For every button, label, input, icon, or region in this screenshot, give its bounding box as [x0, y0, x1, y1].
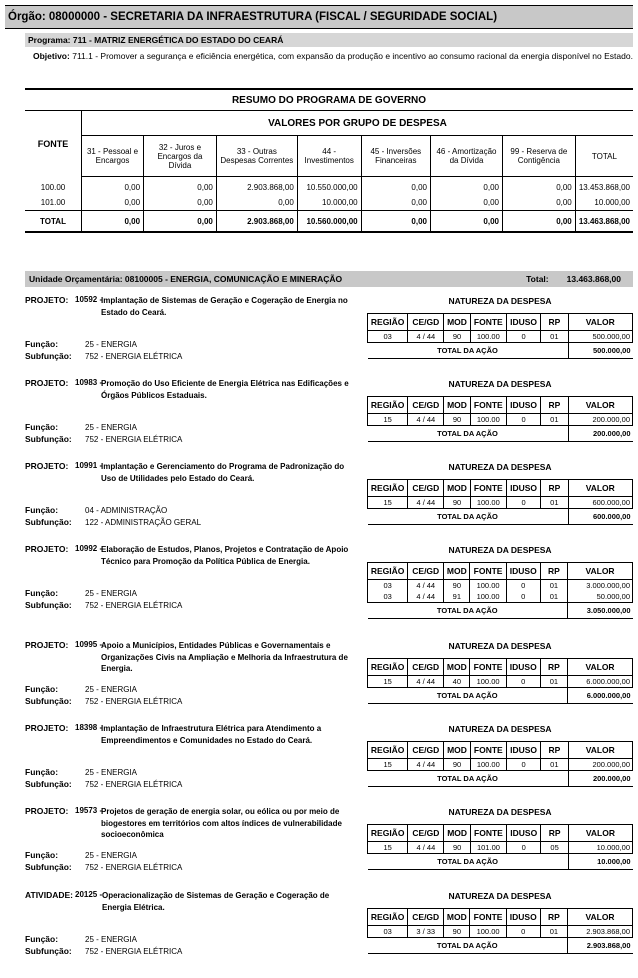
natureza-col-header: FONTE — [470, 825, 506, 842]
natureza-cell: 4 / 44 — [408, 759, 444, 771]
natureza-cell: 4 / 44 — [408, 842, 444, 854]
natureza-col-header: MOD — [444, 397, 470, 414]
project-kind: PROJETO: — [25, 544, 69, 554]
natureza-title: NATUREZA DA DESPESA — [448, 724, 552, 734]
natureza-col-header: FONTE — [470, 480, 506, 497]
natureza-col-header: CE/GD — [408, 909, 444, 926]
project-code: 10983 - — [75, 378, 103, 387]
resumo-cell: 0,00 — [361, 195, 430, 211]
natureza-col-header: CE/GD — [408, 563, 444, 580]
natureza-cell: 500.000,00 — [568, 331, 632, 343]
natureza-col-header: CE/GD — [408, 397, 444, 414]
natureza-cell: 100.00 — [470, 497, 506, 509]
resumo-row — [25, 177, 633, 196]
natureza-cell: 200.000,00 — [568, 414, 632, 426]
natureza-cell: 01 — [540, 591, 567, 603]
natureza-col-header: MOD — [444, 742, 470, 759]
total-acao-value: 200.000,00 — [568, 426, 632, 442]
resumo-total-cell: 0,00 — [144, 211, 217, 233]
funcao-label: Função: — [25, 684, 59, 694]
subfuncao-value: 752 - ENERGIA ELÉTRICA — [85, 780, 183, 789]
resumo-total-cell: 0,00 — [82, 211, 144, 233]
natureza-cell: 4 / 44 — [408, 497, 444, 509]
col-header: TOTAL — [575, 136, 633, 177]
natureza-col-header: VALOR — [568, 480, 632, 497]
natureza-title: NATUREZA DA DESPESA — [448, 379, 552, 389]
unidade-label: Unidade Orçamentária: 08100005 - ENERGIA, COMUNICAÇÃO E MINERAÇÃO — [29, 274, 343, 284]
natureza-cell: 15 — [368, 497, 408, 509]
natureza-cell: 90 — [444, 759, 470, 771]
natureza-cell: 15 — [368, 759, 408, 771]
project-description: Projetos de geração de energia solar, ou eólica ou por meio de biogestores em territórios com altos índices de vulnerabilidade socioeconômica — [101, 807, 342, 839]
natureza-col-header: IDUSO — [506, 397, 540, 414]
project-code: 10995 - — [75, 640, 103, 649]
total-acao-label: TOTAL DA AÇÃO — [368, 938, 568, 954]
natureza-cell: 2.903.868,00 — [568, 926, 633, 938]
natureza-cell: 03 — [368, 926, 408, 938]
total-acao-value: 6.000.000,00 — [568, 688, 633, 704]
natureza-col-header: FONTE — [470, 397, 506, 414]
natureza-cell: 01 — [540, 926, 567, 938]
natureza-cell: 100.00 — [470, 676, 506, 688]
resumo-total-cell: 13.463.868,00 — [575, 211, 633, 233]
natureza-cell: 4 / 44 — [408, 414, 444, 426]
natureza-table — [367, 824, 633, 870]
natureza-title: NATUREZA DA DESPESA — [448, 296, 552, 306]
natureza-cell: 01 — [540, 676, 567, 688]
natureza-cell: 6.000.000,00 — [568, 676, 633, 688]
natureza-col-header: FONTE — [470, 659, 506, 676]
funcao-label: Função: — [25, 588, 59, 598]
natureza-cell: 4 / 44 — [408, 591, 444, 603]
natureza-col-header: IDUSO — [506, 563, 540, 580]
project-code: 18398 - — [75, 723, 103, 732]
unidade-total-value: 13.463.868,00 — [566, 274, 621, 284]
natureza-col-header: VALOR — [568, 563, 633, 580]
resumo-cell: 0,00 — [502, 195, 575, 211]
natureza-col-header: REGIÃO — [368, 909, 408, 926]
natureza-cell: 15 — [368, 842, 408, 854]
resumo-cell: 10.000,00 — [297, 195, 361, 211]
natureza-cell: 100.00 — [470, 414, 506, 426]
total-acao-value: 2.903.868,00 — [568, 938, 633, 954]
natureza-col-header: REGIÃO — [368, 563, 408, 580]
natureza-col-header: MOD — [444, 909, 470, 926]
natureza-cell: 600.000,00 — [568, 497, 632, 509]
resumo-total-row — [25, 211, 633, 233]
natureza-cell: 0 — [506, 580, 540, 592]
project-description: Promoção do Uso Eficiente de Energia Elétrica nas Edificações e Órgãos Públicos Estaduais. — [101, 379, 349, 400]
resumo-title: RESUMO DO PROGRAMA DE GOVERNO — [25, 89, 633, 111]
natureza-title: NATUREZA DA DESPESA — [448, 545, 552, 555]
natureza-col-header: FONTE — [470, 909, 506, 926]
subfuncao-value: 752 - ENERGIA ELÉTRICA — [85, 352, 183, 361]
natureza-table — [367, 313, 633, 359]
natureza-row — [368, 497, 633, 509]
resumo-cell: 0,00 — [82, 177, 144, 196]
natureza-col-header: RP — [540, 909, 567, 926]
natureza-col-header: MOD — [444, 563, 470, 580]
natureza-cell: 0 — [506, 676, 540, 688]
natureza-cell: 0 — [506, 414, 540, 426]
total-acao-row — [368, 426, 633, 442]
project-kind: PROJETO: — [25, 295, 69, 305]
natureza-cell: 50.000,00 — [568, 591, 633, 603]
natureza-cell: 100.00 — [470, 331, 506, 343]
natureza-cell: 01 — [541, 414, 568, 426]
total-acao-label: TOTAL DA AÇÃO — [368, 509, 569, 525]
col-header: 46 - Amortização da Dívida — [431, 136, 503, 177]
resumo-cell: 13.453.868,00 — [578, 183, 630, 192]
objetivo — [33, 51, 633, 61]
unidade-header — [25, 271, 633, 287]
orgao-header: Órgão: 08000000 - SECRETARIA DA INFRAESTRUTURA (FISCAL / SEGURIDADE SOCIAL) — [5, 5, 633, 29]
natureza-cell: 200.000,00 — [568, 759, 632, 771]
natureza-cell: 4 / 44 — [408, 676, 444, 688]
resumo-cell: 10.550.000,00 — [297, 177, 361, 196]
natureza-cell: 40 — [444, 676, 470, 688]
funcao-label: Função: — [25, 505, 59, 515]
natureza-row — [368, 580, 633, 592]
col-header: 45 - Inversões Financeiras — [361, 136, 430, 177]
col-header: 99 - Reserva de Contigência — [502, 136, 575, 177]
natureza-col-header: RP — [541, 397, 568, 414]
natureza-cell: 10.000,00 — [568, 842, 632, 854]
resumo-row — [25, 195, 633, 211]
natureza-cell: 15 — [368, 676, 408, 688]
resumo-cell: 0,00 — [144, 177, 217, 196]
natureza-cell: 0 — [506, 759, 540, 771]
natureza-cell: 90 — [444, 580, 470, 592]
unidade-total-label: Total: — [526, 274, 549, 284]
total-acao-row — [368, 771, 633, 787]
natureza-col-header: VALOR — [568, 314, 632, 331]
natureza-title: NATUREZA DA DESPESA — [448, 462, 552, 472]
project-code: 20125 - — [75, 890, 103, 899]
natureza-cell: 101.00 — [470, 842, 506, 854]
natureza-cell: 01 — [540, 580, 567, 592]
resumo-table — [25, 88, 633, 233]
natureza-table — [367, 562, 633, 619]
resumo-cell: 10.000,00 — [594, 198, 630, 207]
resumo-total-cell: 2.903.868,00 — [216, 211, 297, 233]
subfuncao-value: 752 - ENERGIA ELÉTRICA — [85, 947, 183, 956]
natureza-col-header: RP — [541, 825, 568, 842]
funcao-value: 25 - ENERGIA — [85, 340, 138, 349]
natureza-col-header: MOD — [444, 659, 470, 676]
objetivo-text: 711.1 - Promover a segurança e eficiência energética, com expansão da produção e incentivo ao consumo racional da energia disponível no Estado. — [72, 51, 633, 61]
resumo-cell: 0,00 — [216, 195, 297, 211]
total-acao-label: TOTAL DA AÇÃO — [368, 343, 569, 359]
natureza-col-header: FONTE — [470, 742, 506, 759]
natureza-cell: 100.00 — [470, 759, 506, 771]
natureza-cell: 15 — [368, 414, 408, 426]
project-kind: PROJETO: — [25, 723, 69, 733]
natureza-row — [368, 331, 633, 343]
natureza-col-header: VALOR — [568, 659, 633, 676]
natureza-col-header: MOD — [444, 480, 470, 497]
natureza-col-header: RP — [541, 314, 568, 331]
col-header: 44 - Investimentos — [297, 136, 361, 177]
resumo-cell: 0,00 — [82, 195, 144, 211]
resumo-cell: 100.00 — [25, 177, 82, 196]
total-acao-row — [368, 688, 633, 704]
total-acao-row — [368, 854, 633, 870]
total-acao-value: 600.000,00 — [568, 509, 632, 525]
natureza-col-header: MOD — [444, 314, 470, 331]
natureza-table — [367, 479, 633, 525]
funcao-label: Função: — [25, 339, 59, 349]
total-acao-value: 3.050.000,00 — [568, 603, 633, 619]
subfuncao-label: Subfunção: — [25, 946, 72, 956]
resumo-cell: 2.903.868,00 — [216, 177, 297, 196]
total-acao-label: TOTAL DA AÇÃO — [368, 771, 569, 787]
total-acao-label: TOTAL DA AÇÃO — [368, 603, 568, 619]
natureza-col-header: VALOR — [568, 397, 632, 414]
natureza-cell: 100.00 — [470, 591, 506, 603]
natureza-cell: 0 — [506, 331, 540, 343]
natureza-cell: 01 — [541, 497, 568, 509]
subfuncao-label: Subfunção: — [25, 779, 72, 789]
subfuncao-label: Subfunção: — [25, 600, 72, 610]
resumo-cell: 0,00 — [502, 177, 575, 196]
natureza-cell: 01 — [541, 759, 568, 771]
natureza-col-header: IDUSO — [506, 659, 540, 676]
programa-header: Programa: 711 - MATRIZ ENERGÉTICA DO ESTADO DO CEARÁ — [25, 33, 633, 47]
natureza-cell: 01 — [541, 331, 568, 343]
col-header: 33 - Outras Despesas Correntes — [216, 136, 297, 177]
col-header: 31 - Pessoal e Encargos — [82, 136, 144, 177]
subfuncao-value: 752 - ENERGIA ELÉTRICA — [85, 863, 183, 872]
natureza-col-header: RP — [541, 480, 568, 497]
natureza-cell: 03 — [368, 580, 408, 592]
funcao-label: Função: — [25, 422, 59, 432]
project-code: 19573 - — [75, 806, 103, 815]
project-kind: PROJETO: — [25, 640, 69, 650]
subfuncao-label: Subfunção: — [25, 696, 72, 706]
fonte-header: FONTE — [25, 111, 82, 177]
natureza-row — [368, 759, 633, 771]
natureza-title: NATUREZA DA DESPESA — [448, 641, 552, 651]
natureza-cell: 0 — [506, 926, 540, 938]
natureza-cell: 90 — [444, 842, 470, 854]
natureza-title: NATUREZA DA DESPESA — [448, 891, 552, 901]
resumo-total-cell: 0,00 — [502, 211, 575, 233]
natureza-table — [367, 741, 633, 787]
natureza-cell: 4 / 44 — [408, 331, 444, 343]
natureza-col-header: IDUSO — [506, 314, 540, 331]
project-description: Implantação e Gerenciamento do Programa de Padronização do Uso de Utilidades pelo Estado do Ceará. — [101, 462, 345, 483]
natureza-col-header: IDUSO — [506, 480, 540, 497]
total-acao-row — [368, 603, 633, 619]
project-kind: PROJETO: — [25, 378, 69, 388]
project-description: Operacionalização de Sistemas de Geração e Cogeração de Energia Elétrica. — [102, 891, 330, 912]
subfuncao-label: Subfunção: — [25, 517, 72, 527]
resumo-total-cell: 0,00 — [361, 211, 430, 233]
resumo-total-cell: 0,00 — [431, 211, 503, 233]
resumo-cell: 0,00 — [361, 177, 430, 196]
funcao-value: 25 - ENERGIA — [85, 589, 138, 598]
resumo-cell: 0,00 — [431, 195, 503, 211]
resumo-total-cell: TOTAL — [25, 211, 82, 233]
project-description: Implantação de Sistemas de Geração e Cogeração de Energia no Estado do Ceará. — [101, 296, 348, 317]
project-kind: PROJETO: — [25, 461, 69, 471]
natureza-col-header: REGIÃO — [368, 742, 408, 759]
natureza-cell: 91 — [444, 591, 470, 603]
natureza-table — [367, 658, 633, 704]
total-acao-label: TOTAL DA AÇÃO — [368, 426, 569, 442]
natureza-col-header: CE/GD — [408, 480, 444, 497]
total-acao-label: TOTAL DA AÇÃO — [368, 688, 568, 704]
resumo-cell: 101.00 — [25, 195, 82, 211]
funcao-value: 25 - ENERGIA — [85, 935, 138, 944]
natureza-col-header: RP — [540, 659, 567, 676]
funcao-label: Função: — [25, 934, 59, 944]
resumo-subtitle: VALORES POR GRUPO DE DESPESA — [82, 111, 634, 136]
natureza-cell: 90 — [444, 414, 470, 426]
natureza-table — [367, 908, 633, 954]
resumo-total-cell: 10.560.000,00 — [297, 211, 361, 233]
subfuncao-value: 122 - ADMINISTRAÇÃO GERAL — [85, 518, 202, 527]
total-acao-row — [368, 938, 633, 954]
project-code: 10592 - — [75, 295, 103, 304]
natureza-col-header: REGIÃO — [368, 659, 408, 676]
natureza-col-header: RP — [541, 742, 568, 759]
natureza-col-header: CE/GD — [408, 825, 444, 842]
project-kind: PROJETO: — [25, 806, 69, 816]
natureza-cell: 3.000.000,00 — [568, 580, 633, 592]
natureza-col-header: VALOR — [568, 742, 632, 759]
natureza-cell: 03 — [368, 331, 408, 343]
funcao-value: 04 - ADMINISTRAÇÃO — [85, 506, 168, 515]
subfuncao-label: Subfunção: — [25, 351, 72, 361]
natureza-row — [368, 414, 633, 426]
natureza-cell: 4 / 44 — [408, 580, 444, 592]
natureza-row — [368, 842, 633, 854]
natureza-cell: 03 — [368, 591, 408, 603]
col-header: 32 - Juros e Encargos da Dívida — [144, 136, 217, 177]
subfuncao-value: 752 - ENERGIA ELÉTRICA — [85, 601, 183, 610]
total-acao-row — [368, 343, 633, 359]
natureza-cell: 0 — [506, 591, 540, 603]
natureza-col-header: REGIÃO — [368, 480, 408, 497]
natureza-cell: 0 — [506, 497, 540, 509]
natureza-col-header: REGIÃO — [368, 825, 408, 842]
funcao-value: 25 - ENERGIA — [85, 685, 138, 694]
funcao-value: 25 - ENERGIA — [85, 851, 138, 860]
natureza-col-header: FONTE — [470, 314, 506, 331]
total-acao-row — [368, 509, 633, 525]
natureza-table — [367, 396, 633, 442]
natureza-col-header: REGIÃO — [368, 314, 408, 331]
objetivo-label: Objetivo: — [33, 51, 70, 61]
natureza-col-header: VALOR — [568, 909, 633, 926]
natureza-cell: 0 — [507, 842, 541, 854]
subfuncao-label: Subfunção: — [25, 434, 72, 444]
natureza-row — [368, 926, 633, 938]
subfuncao-value: 752 - ENERGIA ELÉTRICA — [85, 697, 183, 706]
project-description: Elaboração de Estudos, Planos, Projetos e Contratação de Apoio Técnico para Promoção da Política Pública de Energia. — [101, 545, 349, 566]
resumo-cell: 0,00 — [144, 195, 217, 211]
total-acao-label: TOTAL DA AÇÃO — [368, 854, 569, 870]
total-acao-value: 200.000,00 — [568, 771, 632, 787]
natureza-col-header: IDUSO — [507, 825, 541, 842]
funcao-value: 25 - ENERGIA — [85, 768, 138, 777]
natureza-cell: 90 — [444, 331, 470, 343]
project-code: 10992 - — [75, 544, 103, 553]
natureza-col-header: MOD — [444, 825, 470, 842]
subfuncao-value: 752 - ENERGIA ELÉTRICA — [85, 435, 183, 444]
natureza-cell: 100.00 — [470, 580, 506, 592]
project-description: Implantação de Infraestrutura Elétrica para Atendimento a Empreendimentos e Comunidades no Estado do Ceará. — [101, 724, 322, 745]
natureza-title: NATUREZA DA DESPESA — [448, 807, 552, 817]
natureza-col-header: FONTE — [470, 563, 506, 580]
natureza-cell: 3 / 33 — [408, 926, 444, 938]
project-code: 10991 - — [75, 461, 103, 470]
funcao-label: Função: — [25, 767, 59, 777]
funcao-value: 25 - ENERGIA — [85, 423, 138, 432]
natureza-cell: 90 — [444, 497, 470, 509]
natureza-cell: 90 — [444, 926, 470, 938]
project-description: Apoio a Municípios, Entidades Públicas e Governamentais e Organizações Civis na Ampliação e Melhoria da Infraestrutura de Energia. — [101, 641, 348, 673]
natureza-row — [368, 591, 633, 603]
natureza-col-header: CE/GD — [408, 742, 444, 759]
natureza-row — [368, 676, 633, 688]
natureza-cell: 100.00 — [470, 926, 506, 938]
natureza-col-header: IDUSO — [506, 909, 540, 926]
natureza-col-header: IDUSO — [506, 742, 540, 759]
total-acao-value: 500.000,00 — [568, 343, 632, 359]
natureza-col-header: REGIÃO — [368, 397, 408, 414]
natureza-col-header: CE/GD — [408, 314, 444, 331]
natureza-col-header: CE/GD — [408, 659, 444, 676]
funcao-label: Função: — [25, 850, 59, 860]
natureza-cell: 05 — [541, 842, 568, 854]
total-acao-value: 10.000,00 — [568, 854, 632, 870]
natureza-col-header: RP — [540, 563, 567, 580]
project-kind: ATIVIDADE: — [25, 890, 74, 900]
subfuncao-label: Subfunção: — [25, 862, 72, 872]
natureza-col-header: VALOR — [568, 825, 632, 842]
resumo-cell: 0,00 — [431, 177, 503, 196]
